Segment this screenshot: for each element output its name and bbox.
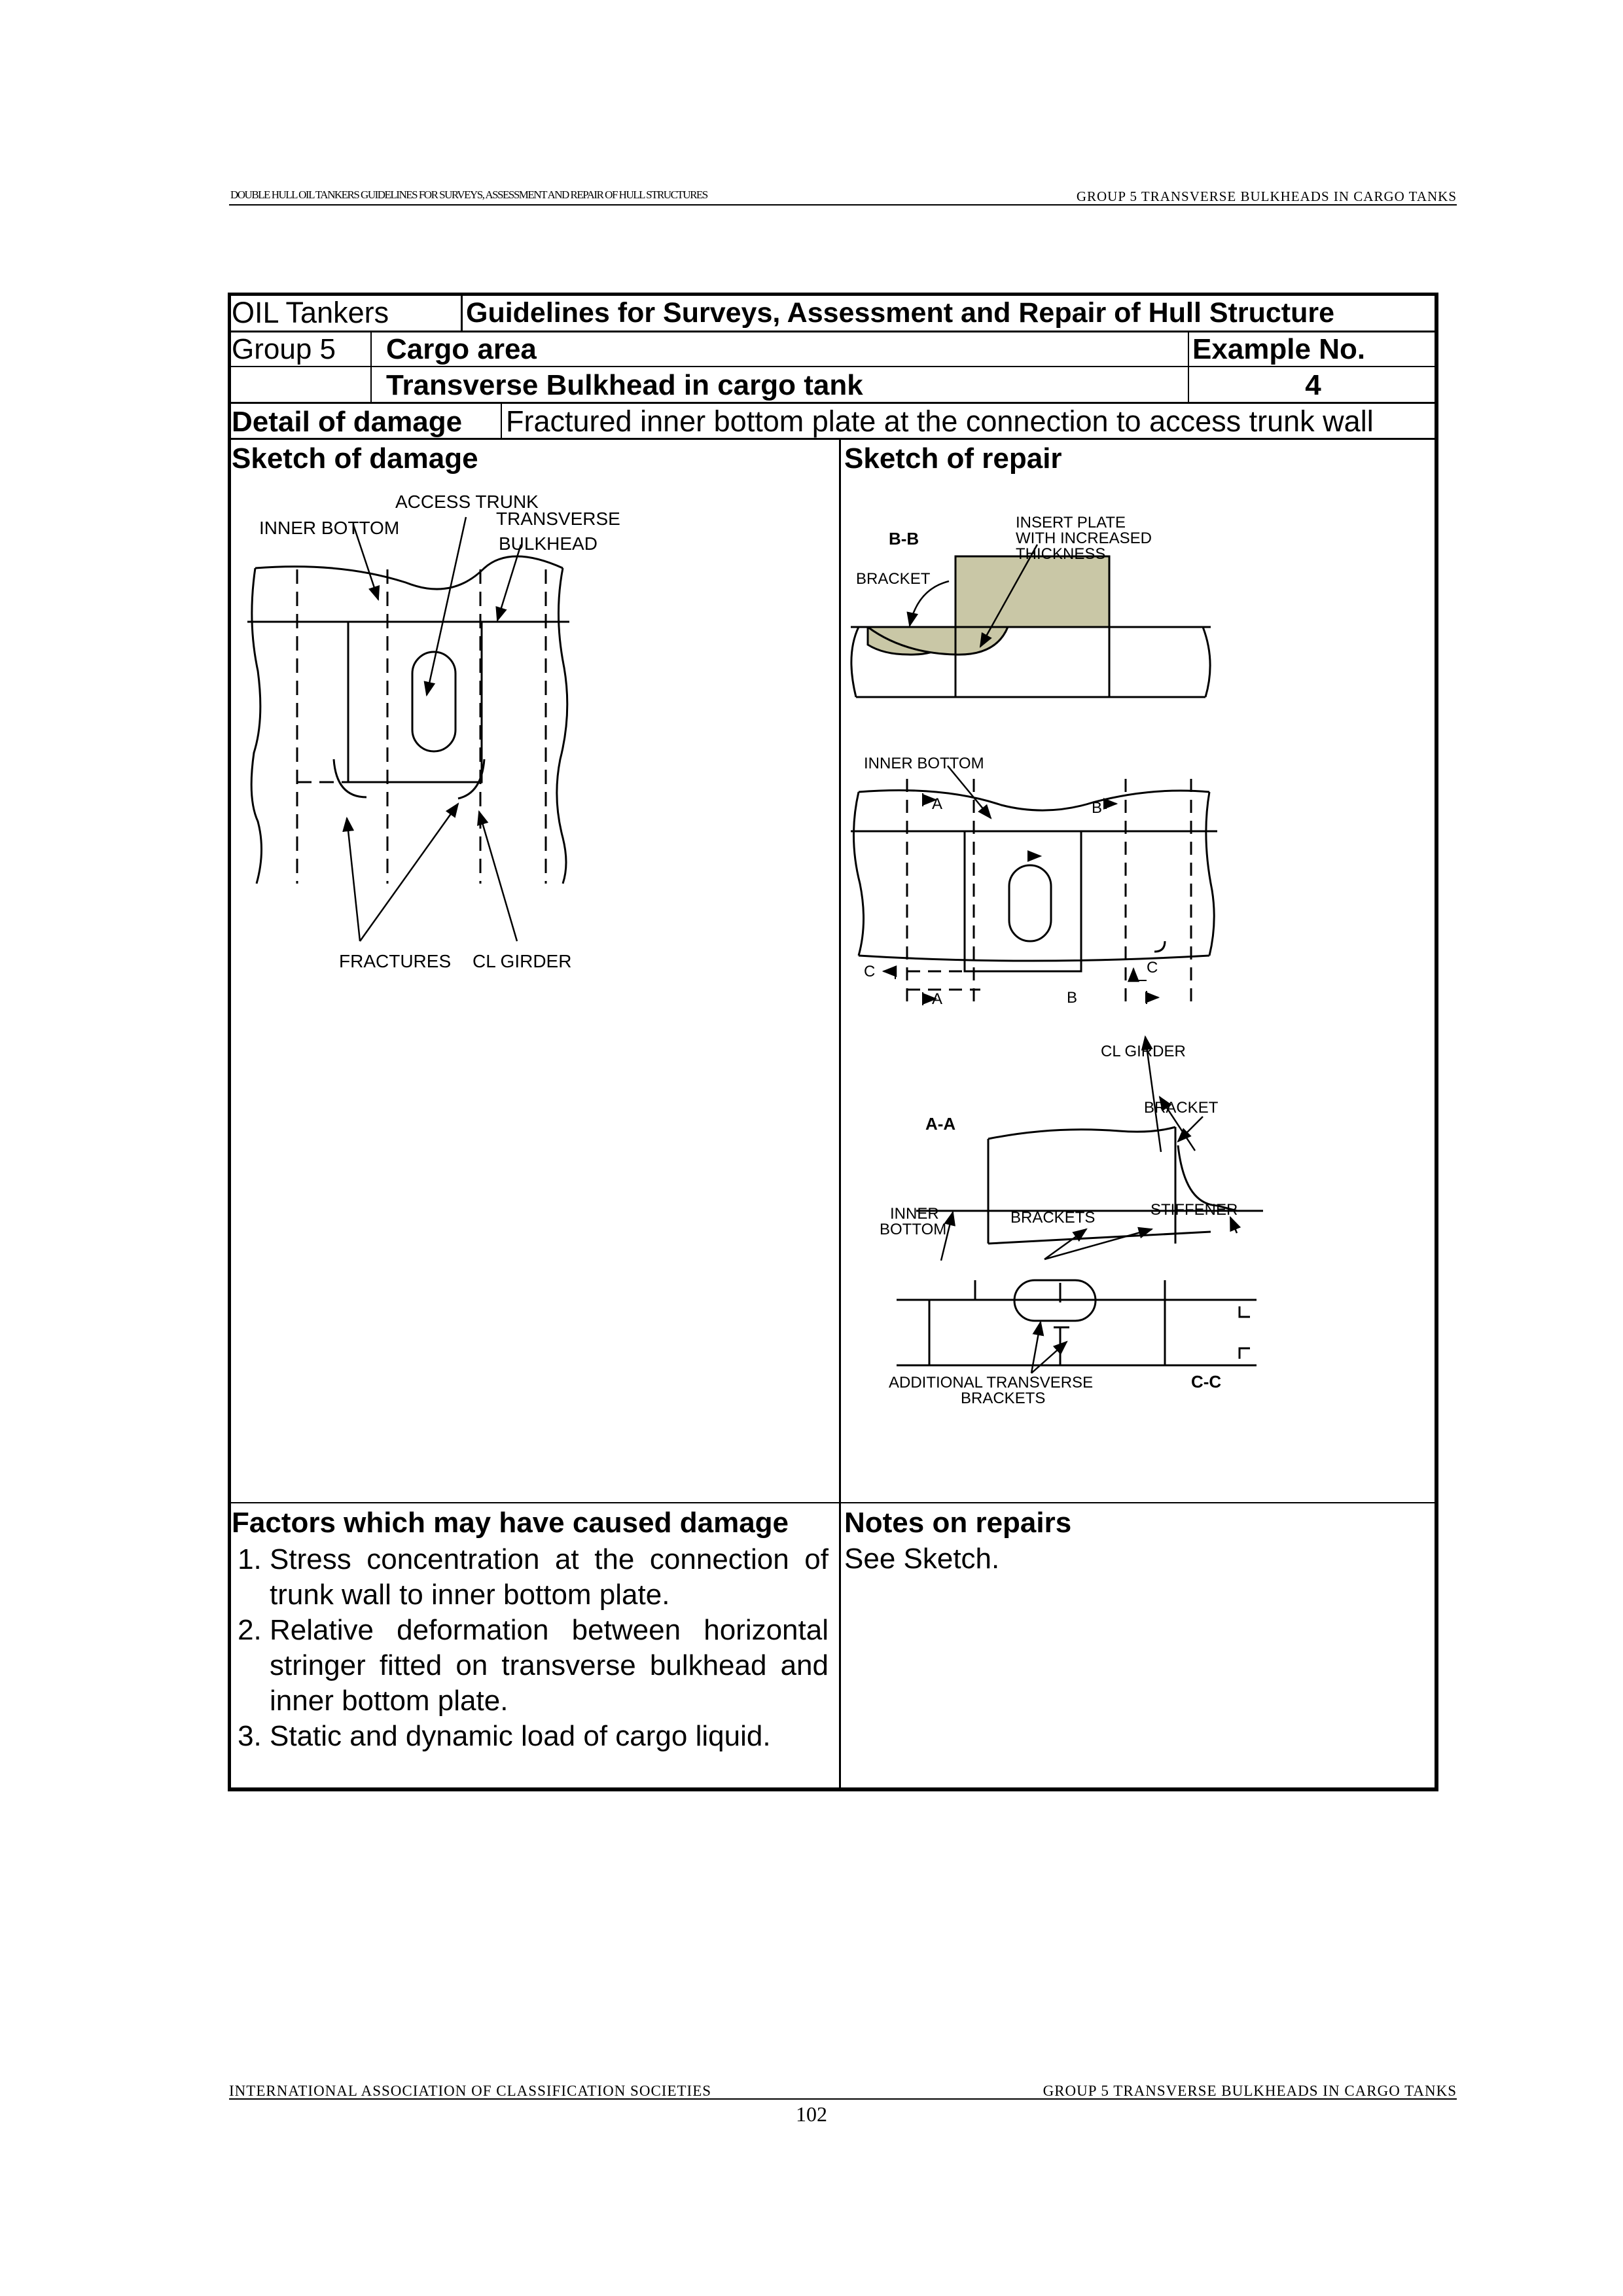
label-bulkhead: BULKHEAD: [499, 533, 597, 554]
notes-label: Notes on repairs: [844, 1507, 1072, 1539]
detail-of-damage-label: Detail of damage: [232, 406, 463, 438]
col-line-group: [370, 332, 372, 404]
factor-item: 2. Relative deformation between horizontal stringer fitted on transverse bulkhead and inner bottom plate.: [270, 1613, 829, 1719]
label-cl-girder-repair: CL GIRDER: [1101, 1043, 1186, 1060]
notes-text: See Sketch.: [844, 1543, 1000, 1575]
col-line-middle: [839, 439, 841, 1789]
label-cc: C-C: [1191, 1372, 1222, 1391]
label-aa: A-A: [925, 1114, 956, 1134]
label-bracket-aa: BRACKET: [1144, 1099, 1219, 1117]
label-cl-girder: CL GIRDER: [473, 951, 572, 971]
col-line-title: [461, 295, 463, 332]
label-c-left: C: [864, 963, 876, 980]
label-inner-bottom-plan: INNER BOTTOM: [864, 755, 984, 772]
label-transverse: TRANSVERSE: [496, 509, 620, 529]
label-stiffener: STIFFENER: [1150, 1201, 1238, 1219]
detail-of-damage-text: Fractured inner bottom plate at the connection to access trunk wall: [506, 404, 1374, 438]
running-footer-left: INTERNATIONAL ASSOCIATION OF CLASSIFICATION SOCIETIES: [229, 2083, 712, 2099]
sketch-of-repair-label: Sketch of repair: [844, 442, 1062, 475]
label-bracket-bb: BRACKET: [856, 570, 931, 588]
label-insert-1: INSERT PLATE: [1016, 514, 1126, 531]
label-b-bottom: B: [1067, 989, 1078, 1007]
running-header-left: DOUBLE HULL OIL TANKERS GUIDELINES FOR SURVEYS, ASSESSMENT AND REPAIR OF HULL STRUCTURES: [230, 188, 707, 201]
repair-sketch: [844, 497, 1433, 1414]
label-inner-bottom: INNER BOTTOM: [259, 518, 400, 538]
label-fractures: FRACTURES: [339, 951, 452, 971]
factor-item: 3. Static and dynamic load of cargo liquid.: [270, 1719, 829, 1754]
label-bb: B-B: [889, 529, 919, 548]
col-line-detail: [501, 403, 502, 439]
factor-item: 1. Stress concentration at the connection of trunk wall to inner bottom plate.: [270, 1542, 829, 1613]
row-line-5: [230, 1502, 1437, 1503]
label-insert-3: THICKNESS: [1016, 545, 1106, 563]
label-b-top: B: [1092, 799, 1103, 817]
label-bottom: BOTTOM: [880, 1221, 947, 1238]
header-rule: [229, 204, 1457, 206]
damage-sketch: [236, 484, 825, 995]
factors-label: Factors which may have caused damage: [232, 1507, 789, 1539]
label-additional-transverse: ADDITIONAL TRANSVERSE: [889, 1374, 1094, 1391]
label-c-right: C: [1147, 959, 1158, 977]
example-number: 4: [1305, 369, 1321, 401]
label-insert-2: WITH INCREASED: [1016, 529, 1152, 547]
page-number: 102: [796, 2102, 827, 2126]
label-inner: INNER: [890, 1205, 939, 1223]
document-title: Guidelines for Surveys, Assessment and Repair of Hull Structure: [466, 297, 1334, 329]
label-a-bottom: A: [932, 990, 943, 1008]
running-footer-right: GROUP 5 TRANSVERSE BULKHEADS IN CARGO TANKS: [1043, 2083, 1457, 2099]
sketch-of-damage-label: Sketch of damage: [232, 442, 478, 475]
example-label: Example No.: [1192, 333, 1366, 365]
insert-plate-shape: [955, 556, 1109, 627]
factors-list: [233, 1542, 829, 1754]
label-access-trunk: ACCESS TRUNK: [395, 492, 539, 512]
label-a-top: A: [932, 795, 943, 813]
group-label: Group 5: [232, 333, 336, 365]
label-brackets-aa: BRACKETS: [1010, 1209, 1096, 1227]
label-brackets-cc: BRACKETS: [961, 1390, 1046, 1407]
area-label: Cargo area: [386, 333, 537, 365]
ship-type-label: OIL Tankers: [232, 296, 389, 329]
running-header-right: GROUP 5 TRANSVERSE BULKHEADS IN CARGO TANKS: [1076, 188, 1457, 204]
footer-rule: [229, 2098, 1457, 2100]
sub-area-label: Transverse Bulkhead in cargo tank: [386, 369, 863, 401]
